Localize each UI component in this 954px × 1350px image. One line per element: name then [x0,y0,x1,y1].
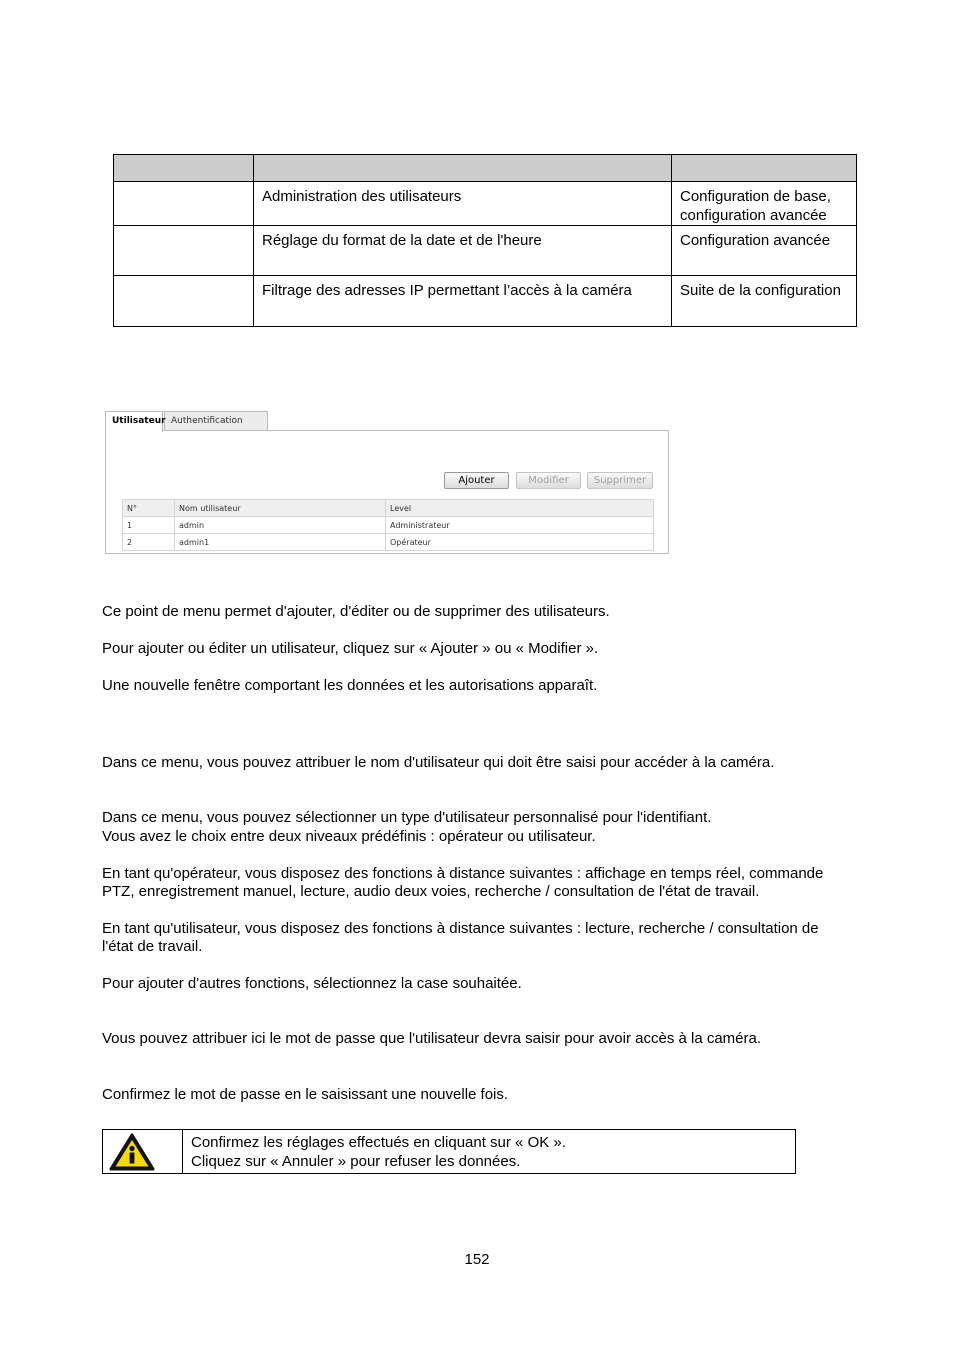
paragraph: En tant qu'utilisateur, vous disposez des fonctions à distance suivantes : lecture, recherche / consultation de [102,920,819,937]
user-panel [105,430,669,554]
table-row [114,182,857,226]
warning-text [191,1133,566,1171]
table-cell [114,182,254,226]
paragraph: Vous pouvez attribuer ici le mot de passe que l'utilisateur devra saisir pour avoir accès à la caméra. [102,1030,762,1047]
page-number: 152 [464,1251,490,1268]
user-name: admin1 [175,534,386,551]
table-header-cell [254,155,672,182]
user-table-header [123,500,654,517]
paragraph: Pour ajouter ou éditer un utilisateur, cliquez sur « Ajouter » ou « Modifier ». [102,640,599,657]
paragraph: PTZ, enregistrement manuel, lecture, audio deux voies, recherche / consultation de l'état de travail. [102,883,760,900]
paragraph: En tant qu'opérateur, vous disposez des fonctions à distance suivantes : affichage en temps réel, commande [102,865,824,882]
user-no: 2 [123,534,175,551]
modify-button[interactable]: Modifier [516,472,581,489]
table-cell: Administration des utilisateurs [254,182,672,226]
overview-table [113,154,857,327]
table-cell: Suite de la configuration [672,276,857,327]
table-cell: Configuration de base, configuration avancée [672,182,857,226]
user-no: 1 [123,517,175,534]
add-button[interactable]: Ajouter [444,472,509,489]
warning-note [102,1129,796,1174]
table-cell: Réglage du format de la date et de l'heure [254,226,672,276]
user-table [122,499,654,551]
user-management-screenshot [105,411,669,553]
table-header-cell [114,155,254,182]
paragraph: Dans ce menu, vous pouvez attribuer le nom d'utilisateur qui doit être saisi pour accéder à la caméra. [102,754,775,771]
paragraph: Confirmez le mot de passe en le saisissant une nouvelle fois. [102,1086,509,1103]
paragraph: Pour ajouter d'autres fonctions, sélectionnez la case souhaitée. [102,975,522,992]
table-cell [114,226,254,276]
user-level: Opérateur [386,534,654,551]
user-level: Administrateur [386,517,654,534]
warning-icon [108,1132,156,1172]
user-row[interactable] [123,517,654,534]
table-header-row [114,155,857,182]
table-cell [114,276,254,327]
user-name: admin [175,517,386,534]
column-header-no: N° [123,500,175,517]
table-header-cell [672,155,857,182]
column-header-level: Level [386,500,654,517]
table-cell: Configuration avancée [672,226,857,276]
paragraph: Une nouvelle fenêtre comportant les données et les autorisations apparaît. [102,677,598,694]
tab-authentification-rtsp[interactable]: Authentification [164,411,268,430]
column-header-name: Nom utilisateur [175,500,386,517]
delete-button[interactable]: Supprimer [587,472,653,489]
warning-line: Confirmez les réglages effectués en cliquant sur « OK ». [191,1134,566,1151]
paragraph: Ce point de menu permet d'ajouter, d'éditer ou de supprimer des utilisateurs. [102,603,610,620]
warning-line: Cliquez sur « Annuler » pour refuser les données. [191,1153,521,1170]
table-cell: Filtrage des adresses IP permettant l’accès à la caméra [254,276,672,327]
table-row [114,226,857,276]
paragraph: Vous avez le choix entre deux niveaux prédéfinis : opérateur ou utilisateur. [102,828,596,845]
paragraph: Dans ce menu, vous pouvez sélectionner un type d'utilisateur personnalisé pour l'identifiant. [102,809,712,826]
tab-utilisateur[interactable]: Utilisateur [105,411,163,432]
user-row[interactable] [123,534,654,551]
paragraph: l'état de travail. [102,938,203,955]
table-row [114,276,857,327]
